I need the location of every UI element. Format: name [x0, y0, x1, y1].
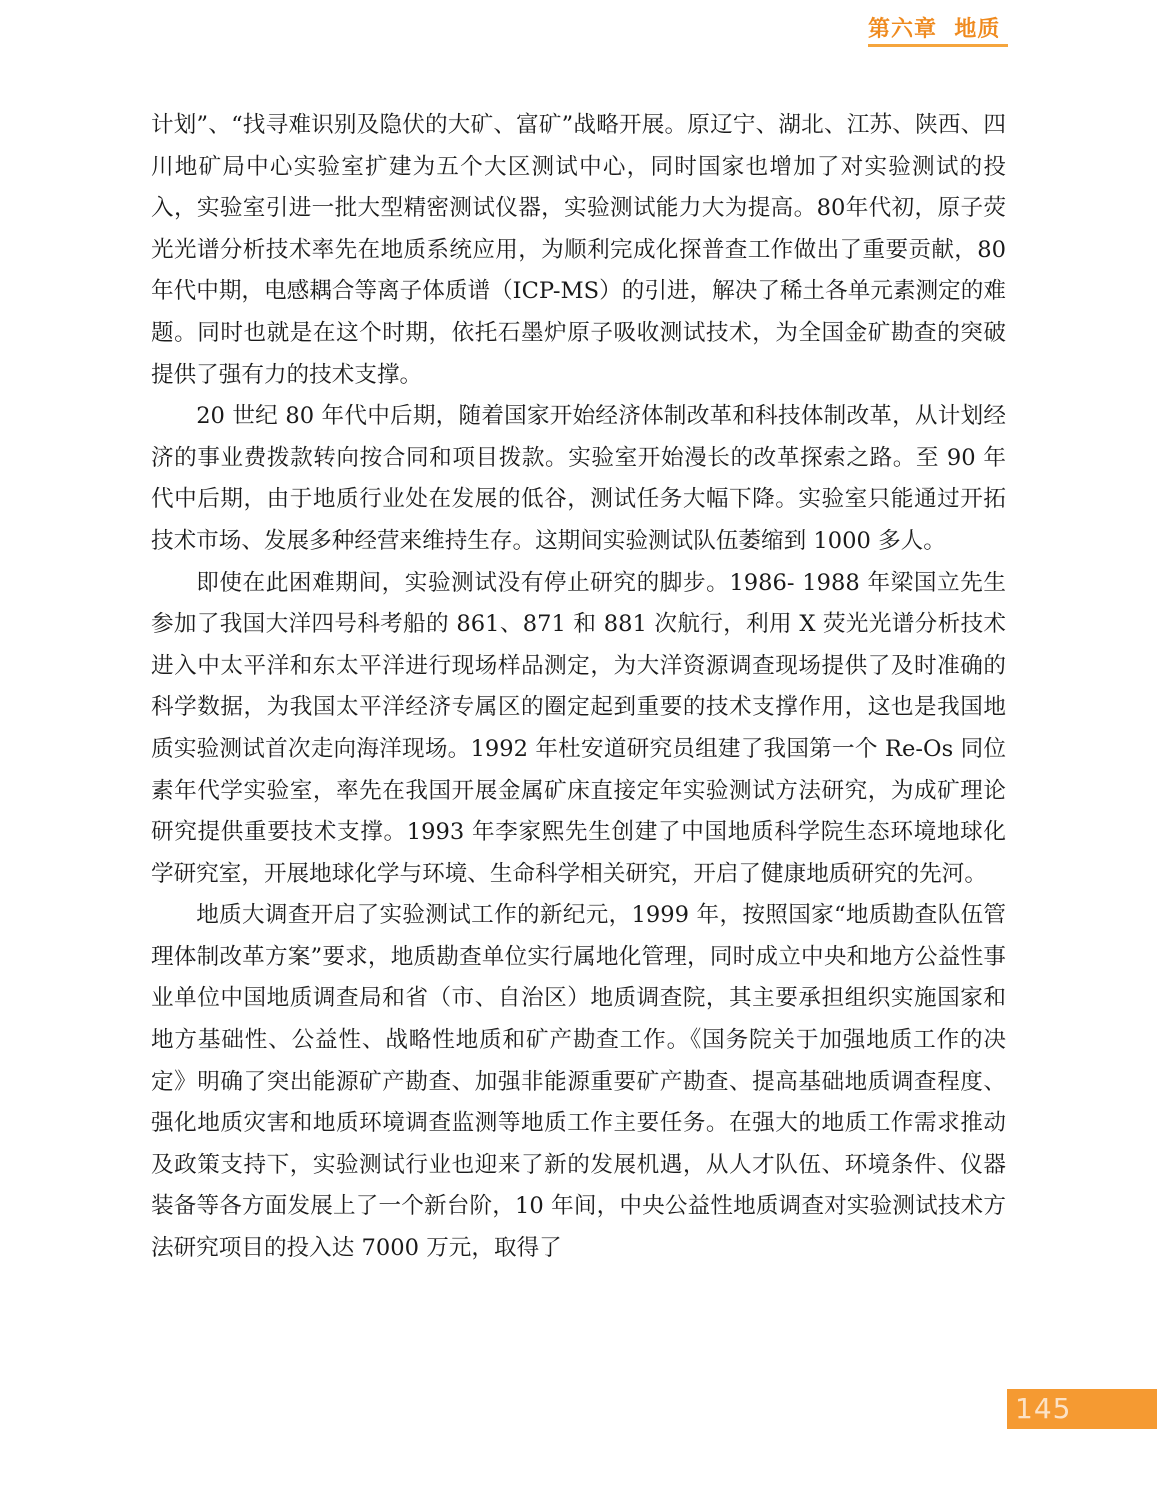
- chapter-title: [868, 12, 1000, 43]
- chapter-label: 第六章: [868, 17, 938, 42]
- paragraph: 地质大调查开启了实验测试工作的新纪元，1999 年，按照国家“地质勘查队伍管理体制改革方案”要求，地质勘查单位实行属地化管理，同时成立中央和地方公益性事业单位中国地质调查局和省（市、自治区）地质调查院，其主要承担组织实施国家和地方基础性、公益性、战略性地质和矿产勘查工作。《国务院关于加强地质工作的决定》明确了突出能源矿产勘查、加强非能源重要矿产勘查、提高基础地质调查程度、强化地质灾害和地质环境调查监测等地质工作主要任务。在强大的地质工作需求推动及政策支持下，实验测试行业也迎来了新的发展机遇，从人才队伍、环境条件、仪器装备等各方面发展上了一个新台阶，10 年间，中央公益性地质调查对实验测试技术方法研究项目的投入达 7000 万元，取得了: [151, 902, 1006, 1262]
- section-label: 地质: [954, 17, 1001, 42]
- paragraph: 20 世纪 80 年代中后期，随着国家开始经济体制改革和科技体制改革，从计划经济的事业费拨款转向按合同和项目拨款。实验室开始漫长的改革探索之路。至 90 年代中后期，由于地质行业处在发展的低谷，测试任务大幅下降。实验室只能通过开拓技术市场、发展多种经营来维持生存。这期间实验测试队伍萎缩到 1000 多人。: [151, 403, 1006, 554]
- body-text: [151, 105, 1006, 1270]
- paragraph: 计划”、“找寻难识别及隐伏的大矿、富矿”战略开展。原辽宁、湖北、江苏、陕西、四川地矿局中心实验室扩建为五个大区测试中心，同时国家也增加了对实验测试的投入，实验室引进一批大型精密测试仪器，实验测试能力大为提高。80年代初，原子荧光光谱分析技术率先在地质系统应用，为顺利完成化探普查工作做出了重要贡献，80 年代中期，电感耦合等离子体质谱（ICP-MS）的引进，解决了稀土各单元素测定的难题。同时也就是在这个时期，依托石墨炉原子吸收测试技术，为全国金矿勘查的突破提供了强有力的技术支撑。: [151, 112, 1006, 388]
- running-header: [868, 8, 1008, 48]
- page-number: 145: [1015, 1392, 1072, 1425]
- paragraph: 即使在此困难期间，实验测试没有停止研究的脚步。1986- 1988 年梁国立先生参加了我国大洋四号科考船的 861、871 和 881 次航行，利用 X 荧光光谱分析技术进入中太平洋和东太平洋进行现场样品测定，为大洋资源调查现场提供了及时准确的科学数据，为我国太平洋经济专属区的圈定起到重要的技术支撑作用，这也是我国地质实验测试首次走向海洋现场。1992 年杜安道研究员组建了我国第一个 Re-Os 同位素年代学实验室，率先在我国开展金属矿床直接定年实验测试方法研究，为成矿理论研究提供重要技术支撑。1993 年李家熙先生创建了中国地质科学院生态环境地球化学研究室，开展地球化学与环境、生命科学相关研究，开启了健康地质研究的先河。: [151, 569, 1006, 887]
- page-number-tab: [1007, 1389, 1157, 1429]
- header-underline: [868, 44, 1008, 47]
